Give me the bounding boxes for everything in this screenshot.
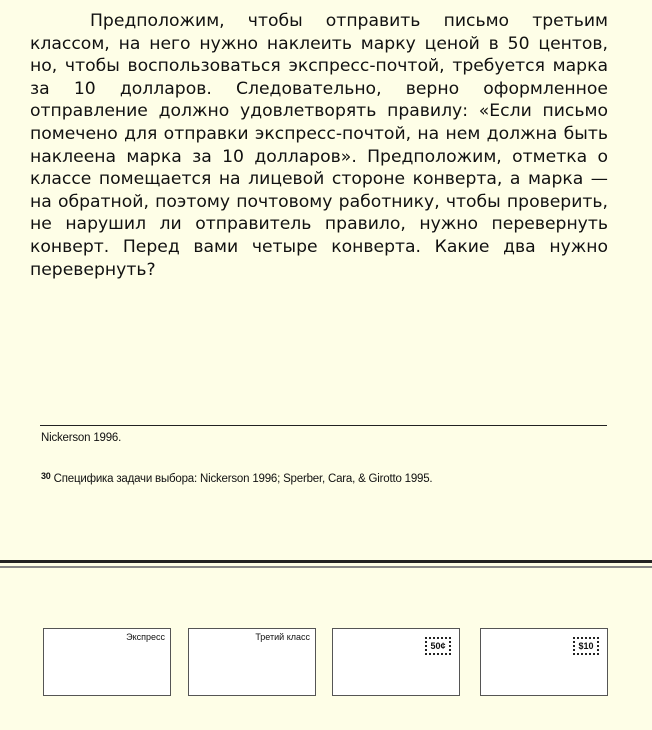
envelope-third-class[interactable] xyxy=(188,628,316,696)
footnote-rule xyxy=(40,425,607,426)
footnote-30 xyxy=(41,471,432,485)
divider-thin-line xyxy=(0,566,652,568)
stamp-icon: 50¢ xyxy=(425,637,451,655)
envelope-express[interactable] xyxy=(43,628,171,696)
footnote-citation: Nickerson 1996. xyxy=(41,432,122,444)
footnote-number: 30 xyxy=(41,471,51,481)
footnote-text: Специфика задачи выбора: Nickerson 1996; Sperber, Cara, & Girotto 1995. xyxy=(53,473,433,485)
divider-thick-line xyxy=(0,560,652,563)
envelope-50-cent-stamp[interactable] xyxy=(332,628,460,696)
envelope-10-dollar-stamp[interactable] xyxy=(480,628,608,696)
envelope-label: Экспресс xyxy=(126,632,165,642)
main-paragraph: Предположим, чтобы отправить письмо третьим классом, на него нужно наклеить марку ценой в 50 центов, но, чтобы воспользоваться экспресс-почтой, требуется марка за 10 долларов. Следовательно, верно оформленное отправление должно удовлетворять правилу: «Если письмо помечено для отправки экспресс-почтой, на нем должна быть наклеена марка за 10 долларов». Предположим, отметка о классе помещается на лицевой стороне конверта, а марка — на обратной, поэтому почтовому работнику, чтобы проверить, не нарушил ли отправитель правило, нужно перевернуть конверт. Перед вами четыре конверта. Какие два нужно перевернуть? xyxy=(30,11,608,280)
stamp-icon: $10 xyxy=(573,637,599,655)
envelope-label: Третий класс xyxy=(255,632,310,642)
page-divider xyxy=(0,560,652,570)
